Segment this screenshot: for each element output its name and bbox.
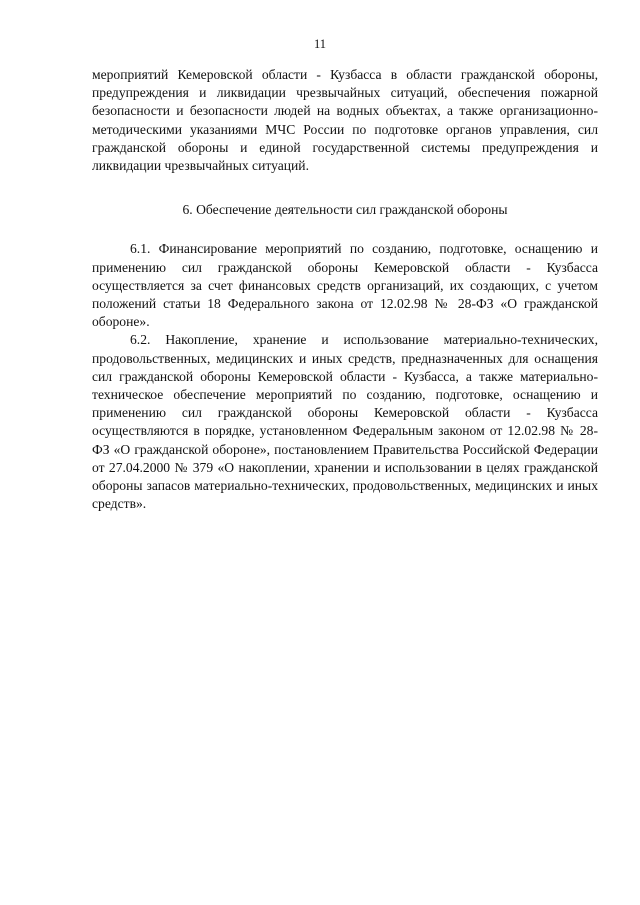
paragraph-6-2: 6.2. Накопление, хранение и использование материально-технических, продовольственных, медицинских и иных средств, предназначенных для оснащения сил гражданской обороны Кемеровской области - Кузбасса, а также материально-техническое обеспечение мероприятий по созданию, подготовке, оснащению и применению сил гражданской обороны Кемеровской области - Кузбасса осуществляются в порядке, установленном Федеральным законом от 12.02.98 № 28-ФЗ «О гражданской обороне», постановлением Правительства Российской Федерации от 27.04.2000 № 379 «О накоплении, хранении и использовании в целях гражданской обороны запасов материально-технических, продовольственных, медицинских и иных средств». [92,332,598,512]
document-body [92,66,598,513]
paragraph-6-1: 6.1. Финансирование мероприятий по созданию, подготовке, оснащению и применению сил гражданской обороны Кемеровской области - Кузбасса осуществляется за счет финансовых средств организаций, их создающих, с учетом положений статьи 18 Федерального закона от 12.02.98 № 28-ФЗ «О гражданской обороне». [92,241,598,330]
section-heading: 6. Обеспечение деятельности сил гражданской обороны [182,202,508,218]
intro-paragraph: мероприятий Кемеровской области - Кузбасса в области гражданской обороны, предупреждения и ликвидации чрезвычайных ситуаций, обеспечения пожарной безопасности и безопасности людей на водных объектах, а также организационно-методическими указаниями МЧС России по подготовке органов управления, сил гражданской обороны и единой государственной системы предупреждения и ликвидации чрезвычайных ситуаций. [92,67,598,174]
page-number: 11 [313,37,327,51]
